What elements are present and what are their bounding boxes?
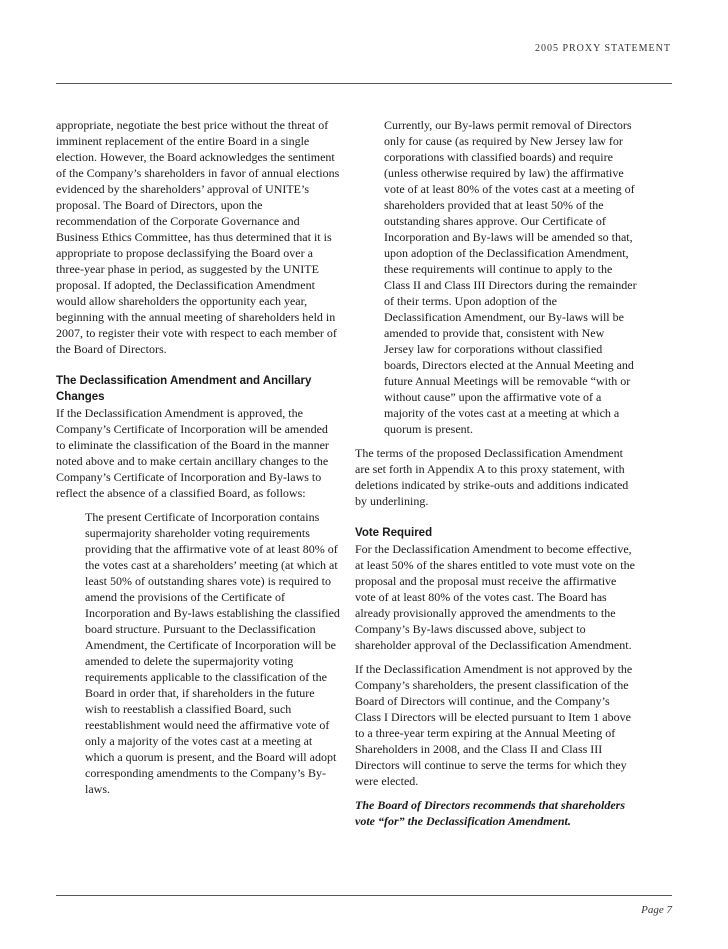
header-rule (56, 83, 672, 84)
vote-required-paragraph: For the Declassification Amendment to become effective, at least 50% of the shares entitled to vote must vote on the proposal and the proposal must receive the affirmative vote of at least 80% of the votes cast. The Board has already provisionally approved the amendments to the Company’s By-laws discussed above, subject to shareholder approval of the Declassification Amendment. (355, 542, 635, 652)
footer-rule (56, 895, 672, 896)
declassification-paragraph: If the Declassification Amendment is approved, the Company’s Certificate of Incorporation will be amended to eliminate the classification of the Board in the manner noted above and to make certain ancillary changes to the Company’s Certificate of Incorporation and By-laws to reflect the absence of a classified Board, as follows: (56, 406, 329, 500)
indented-paragraph-removal: Currently, our By-laws permit removal of Directors only for cause (as required by New Jersey law for corporations with classified boards) and require (unless otherwise required by law) the affirmative vote of at least 80% of the votes cast at a meeting of shareholders provided that at least 50% of the outstanding shares approve. Our Certificate of Incorporation and By-laws will be amended so that, upon adoption of the Declassification Amendment, these requirements will continue to apply to the Class II and Class III Directors during the remainder of their terms. Upon adoption of the Declassification Amendment, our By-laws will be amended to provide that, consistent with New Jersey law for corporations without classified boards, Directors elected at the Annual Meeting and future Annual Meetings will be removable “with or without cause” upon the affirmative vote of a majority of the votes cast at a meeting at which a quorum is present. (384, 118, 637, 436)
terms-paragraph: The terms of the proposed Declassification Amendment are set forth in Appendix A to this proxy statement, with deletions indicated by strike-outs and additions indicated by underlining. (355, 446, 629, 508)
right-column (355, 117, 637, 837)
left-column (56, 117, 340, 805)
page-number: Page 7 (641, 904, 672, 916)
section-heading-vote-required: Vote Required (355, 527, 433, 539)
board-recommendation: The Board of Directors recommends that shareholders vote “for” the Declassification Amendment. (355, 798, 626, 828)
indented-paragraph-supermajority: The present Certificate of Incorporation contains supermajority shareholder voting requirements providing that the affirmative vote of at least 80% of the votes cast at a shareholders’ meeting (at which at least 50% of outstanding shares vote) is required to amend the provisions of the Certificate of Incorporation and By-laws establishing the classified board structure. Pursuant to the Declassification Amendment, the Certificate of Incorporation will be amended to delete the supermajority voting requirements applicable to the classification of the Board in order that, if shareholders in the future wish to reestablish a classified Board, such reestablishment would need the affirmative vote of only a majority of the votes cast at a meeting at which a quorum is present, and the Board will adopt corresponding amendments to the Company’s By-laws. (85, 510, 340, 796)
not-approved-paragraph: If the Declassification Amendment is not approved by the Company’s shareholders, the present classification of the Board of Directors will continue, and the Company’s Class I Directors will be elected pursuant to Item 1 above to a three-year term expiring at the Annual Meeting of Shareholders in 2008, and the Class II and Class III Directors will continue to serve the terms for which they were elected. (355, 662, 633, 788)
section-heading-declassification: The Declassification Amendment and Ancillary Changes (56, 375, 312, 403)
intro-paragraph: appropriate, negotiate the best price without the threat of imminent replacement of the entire Board in a single election. However, the Board acknowledges the sentiment of the Company’s shareholders in favor of annual elections evidenced by the shareholders’ approval of UNITE’s proposal. The Board of Directors, upon the recommendation of the Corporate Governance and Business Ethics Committee, has thus determined that it is appropriate to propose declassifying the Board over a three-year phase in period, as suggested by the UNITE proposal. If adopted, the Declassification Amendment would allow shareholders the opportunity each year, beginning with the annual meeting of shareholders held in 2007, to register their vote with respect to each member of the Board of Directors. (56, 118, 340, 356)
running-head: 2005 PROXY STATEMENT (534, 43, 671, 54)
